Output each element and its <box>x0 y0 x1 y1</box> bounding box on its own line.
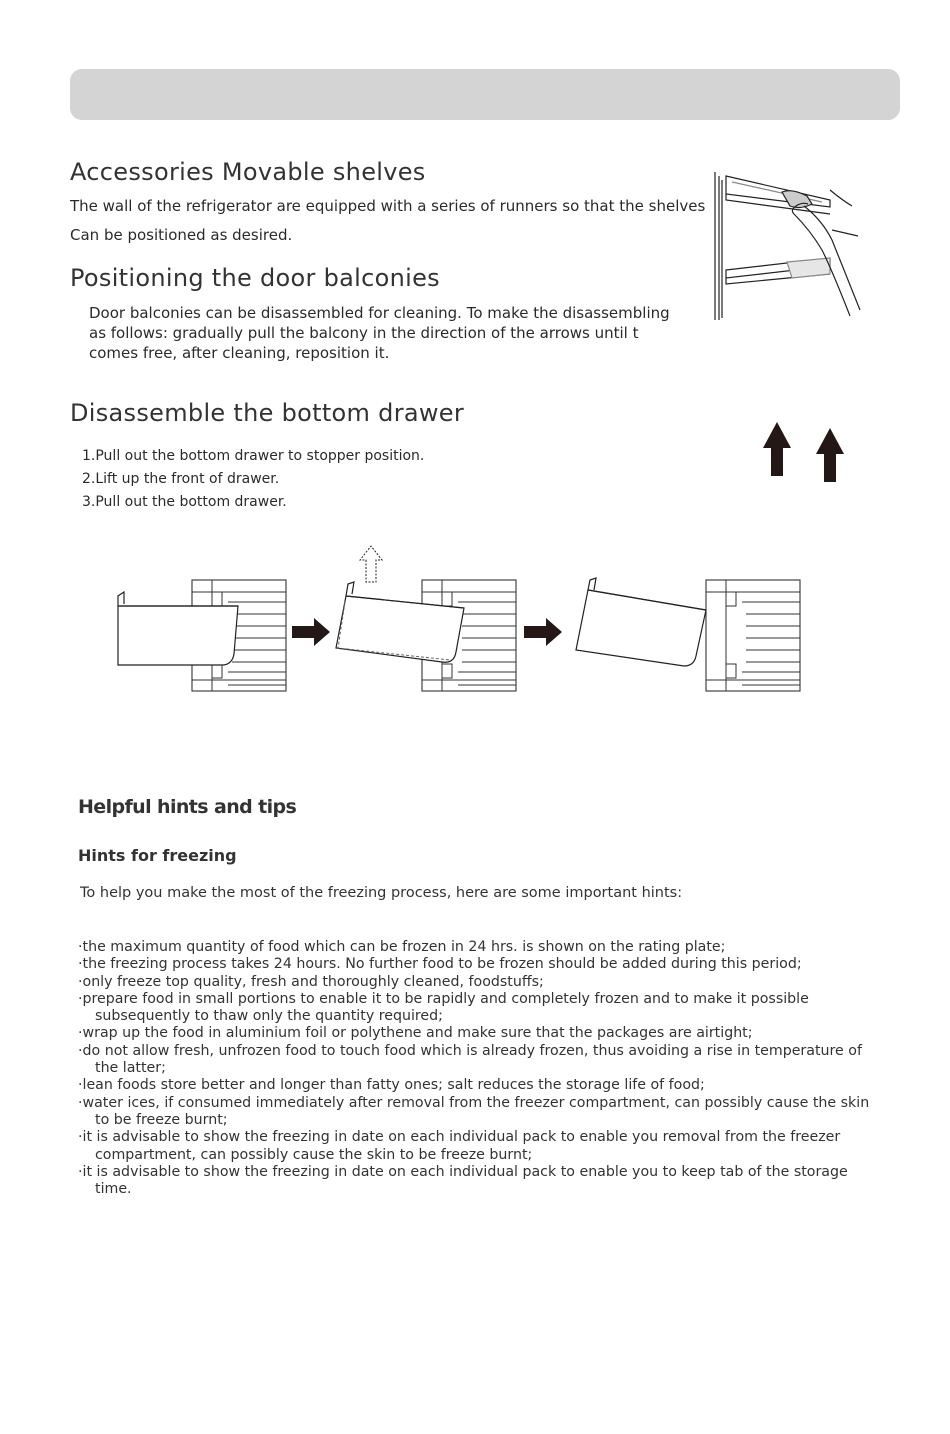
hints-intro: To help you make the most of the freezing process, here are some important hints: <box>80 885 683 901</box>
movable-shelves-text-1: The wall of the refrigerator are equipped with a series of runners so that the shelves <box>70 197 706 215</box>
bottom-drawer-steps <box>82 445 424 514</box>
header-bar <box>70 69 900 120</box>
hint-item: ·prepare food in small portions to enable it to be rapidly and completely frozen and to make it possible subsequently to thaw only the quantity required; <box>78 990 809 1025</box>
hint-item: ·wrap up the food in aluminium foil or polythene and make sure that the packages are airtight; <box>78 1025 753 1042</box>
step-3: 3.Pull out the bottom drawer. <box>82 494 287 510</box>
drawer-step-2-diagram <box>336 546 516 691</box>
door-balconies-text-3: comes free, after cleaning, reposition it. <box>89 344 390 362</box>
drawer-step-1-diagram <box>118 580 286 691</box>
movable-shelves-text-2: Can be positioned as desired. <box>70 226 293 244</box>
drawer-removal-diagram <box>110 540 810 700</box>
freezing-hints-list <box>78 939 878 1198</box>
door-balconies-text-2: as follows: gradually pull the balcony in the direction of the arrows until t <box>89 324 639 342</box>
door-balconies-text-1: Door balconies can be disassembled for cleaning. To make the disassembling <box>89 304 670 322</box>
hint-item: ·it is advisable to show the freezing in date on each individual pack to enable you removal from the freezer compartment, can possibly cause the skin to be freeze burnt; <box>78 1129 841 1163</box>
hint-item: ·the freezing process takes 24 hours. No further food to be frozen should be added during this period; <box>78 956 802 973</box>
bottom-drawer-title: Disassemble the bottom drawer <box>70 399 465 427</box>
shelf-illustration <box>712 170 862 322</box>
freezing-subtitle: Hints for freezing <box>78 846 237 865</box>
hint-item: ·only freeze top quality, fresh and thoroughly cleaned, foodstuffs; <box>78 973 544 990</box>
hint-item: ·lean foods store better and longer than fatty ones; salt reduces the storage life of food; <box>78 1077 705 1094</box>
hint-item: ·the maximum quantity of food which can be frozen in 24 hrs. is shown on the rating plate; <box>78 939 726 955</box>
step-2: 2.Lift up the front of drawer. <box>82 471 280 487</box>
hint-item: ·do not allow fresh, unfrozen food to touch food which is already frozen, thus avoiding a rise in temperature of the latter; <box>78 1042 862 1077</box>
movable-shelves-title: Accessories Movable shelves <box>70 158 426 186</box>
drawer-step-3-diagram <box>576 578 800 691</box>
door-balconies-title: Positioning the door balconies <box>70 264 440 292</box>
step-1: 1.Pull out the bottom drawer to stopper position. <box>82 448 425 464</box>
hint-item: ·it is advisable to show the freezing in date on each individual pack to enable you to keep tab of the storage time. <box>78 1163 848 1198</box>
hint-item: ·water ices, if consumed immediately after removal from the freezer compartment, can possibly cause the skin to be freeze burnt; <box>78 1094 870 1128</box>
up-arrows-icon <box>760 420 846 484</box>
hints-title: Helpful hints and tips <box>78 796 297 818</box>
